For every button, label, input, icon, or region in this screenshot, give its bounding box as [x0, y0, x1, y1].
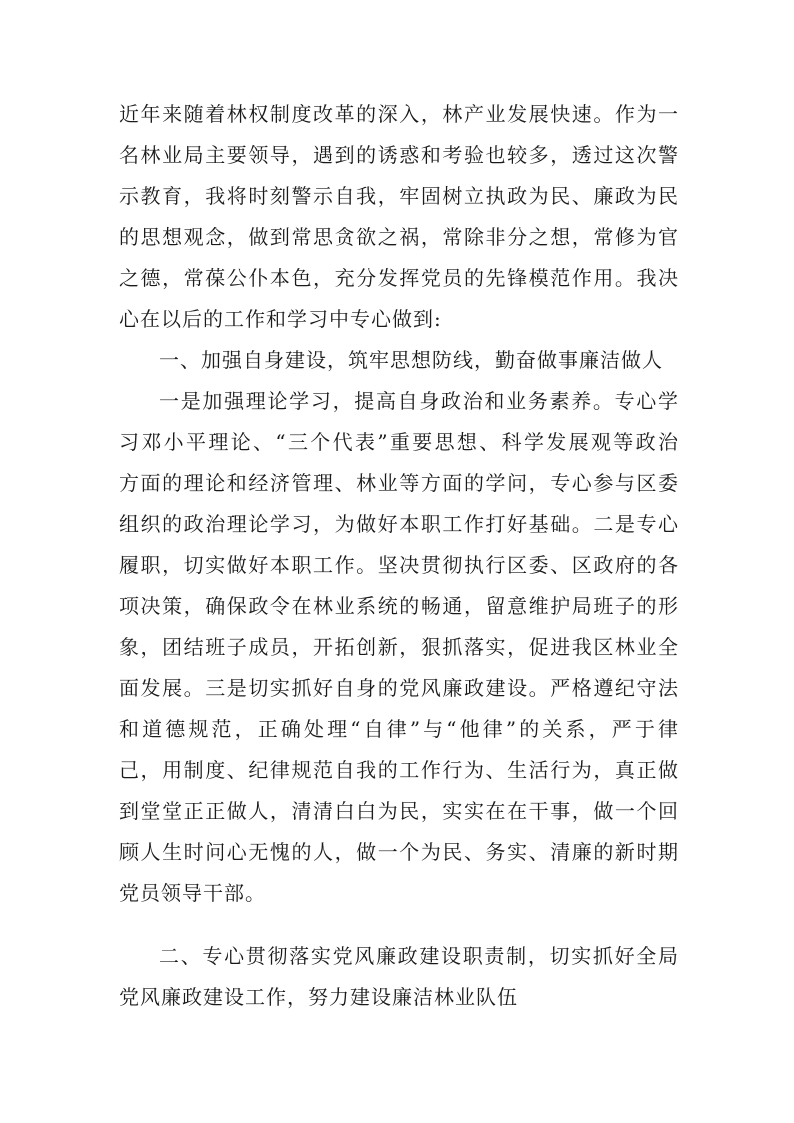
- text-line: 的思想观念，做到常思贪欲之祸，常除非分之想，常修为官: [119, 225, 679, 249]
- text-line: 组织的政治理论学习，为做好本职工作打好基础。二是专心: [119, 512, 679, 536]
- text-line: 和道德规范，正确处理“自律”与“他律”的关系，严于律: [119, 717, 679, 741]
- text-line: 之德，常葆公仆本色，充分发挥党员的先锋模范作用。我决: [119, 266, 679, 290]
- paragraph-gap: [119, 914, 679, 936]
- section-heading-1: [119, 340, 679, 381]
- text-line: 己，用制度、纪律规范自我的工作行为、生活行为，真正做: [119, 758, 679, 782]
- document-body: [119, 94, 679, 1018]
- paragraph-section-1-body: [119, 381, 679, 914]
- text-line: 示教育，我将时刻警示自我，牢固树立执政为民、廉政为民: [119, 184, 679, 208]
- text-line: 方面的理论和经济管理、林业等方面的学问，专心参与区委: [119, 471, 679, 495]
- text-line: 到堂堂正正做人，清清白白为民，实实在在干事，做一个回: [119, 799, 679, 823]
- heading-line: 一、加强自身建设，筑牢思想防线，勤奋做事廉洁做人: [159, 348, 663, 372]
- text-line: 习邓小平理论、“三个代表”重要思想、科学发展观等政治: [119, 430, 679, 454]
- text-line: 党员领导干部。: [119, 881, 266, 905]
- text-line: 名林业局主要领导，遇到的诱惑和考验也较多，透过这次警: [119, 143, 679, 167]
- text-line: 一是加强理论学习，提高自身政治和业务素养。专心学: [159, 389, 679, 413]
- heading-line: 二、专心贯彻落实党风廉政建设职责制，切实抓好全局: [159, 944, 679, 968]
- section-heading-2: [119, 936, 679, 1018]
- text-line: 项决策，确保政令在林业系统的畅通，留意维护局班子的形: [119, 594, 679, 618]
- heading-line: 党风廉政建设工作，努力建设廉洁林业队伍: [119, 985, 518, 1009]
- paragraph-intro: [119, 94, 679, 340]
- text-line: 履职，切实做好本职工作。坚决贯彻执行区委、区政府的各: [119, 553, 679, 577]
- text-line: 心在以后的工作和学习中专心做到:: [119, 307, 442, 331]
- text-line: 近年来随着林权制度改革的深入，林产业发展快速。作为一: [119, 102, 679, 126]
- text-line: 象，团结班子成员，开拓创新，狠抓落实，促进我区林业全: [119, 635, 679, 659]
- text-line: 顾人生时问心无愧的人，做一个为民、务实、清廉的新时期: [119, 840, 679, 864]
- text-line: 面发展。三是切实抓好自身的党风廉政建设。严格遵纪守法: [119, 676, 679, 700]
